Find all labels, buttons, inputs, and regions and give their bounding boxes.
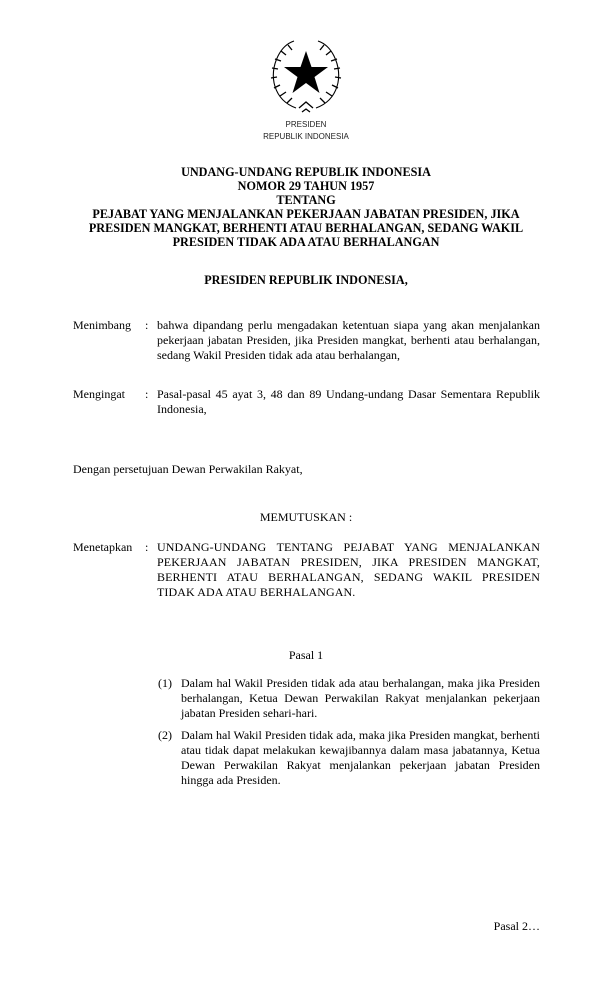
persetujuan-text: Dengan persetujuan Dewan Perwakilan Rakyat, <box>73 462 303 476</box>
menimbang-colon: : <box>145 318 149 332</box>
letterhead-line2: REPUBLIK INDONESIA <box>263 132 349 141</box>
presidential-seal-icon <box>266 38 346 114</box>
mengingat-text: Pasal-pasal 45 ayat 3, 48 dan 89 Undang-undang Dasar Sementara Republik Indonesia, <box>157 387 540 416</box>
pasal-1-item-text: Dalam hal Wakil Presiden tidak ada atau berhalangan, maka jika Presiden berhalangan, Ketua Dewan Perwakilan Rakyat menjalankan pekerjaan jabatan Presiden sehari-hari. <box>181 676 540 720</box>
menetapkan-colon: : <box>145 540 149 554</box>
pasal-1-heading: Pasal 1 <box>288 648 324 662</box>
title-line: UNDANG-UNDANG REPUBLIK INDONESIA <box>181 165 431 179</box>
title-line: PRESIDEN MANGKAT, BERHENTI ATAU BERHALANGAN, SEDANG WAKIL <box>88 221 524 235</box>
pasal-1-item-number: (1) <box>158 676 172 690</box>
title-line: TENTANG <box>276 193 336 207</box>
letterhead-line1: PRESIDEN <box>285 120 327 129</box>
menetapkan-text: UNDANG-UNDANG TENTANG PEJABAT YANG MENJALANKAN PEKERJAAN JABATAN PRESIDEN, JIKA PRESIDEN MANGKAT, BERHENTI ATAU BERHALANGAN, SEDANG WAKIL PRESIDEN TIDAK ADA ATAU BERHALANGAN. <box>157 540 540 599</box>
pasal-1-item-text: Dalam hal Wakil Presiden tidak ada, maka jika Presiden mangkat, berhenti atau tidak dapat melakukan kewajibannya dalam masa jabatannya, Ketua Dewan Perwakilan Rakyat menjalankan pekerjaan jabatan Presiden hingga ada Presiden. <box>181 728 540 787</box>
memutuskan-heading: MEMUTUSKAN : <box>259 510 353 524</box>
next-page-reference: Pasal 2… <box>493 919 540 933</box>
mengingat-colon: : <box>145 387 149 401</box>
title-line: NOMOR 29 TAHUN 1957 <box>237 179 375 193</box>
letterhead <box>0 119 612 143</box>
pasal-1-item-number: (2) <box>158 728 172 742</box>
preamble: PRESIDEN REPUBLIK INDONESIA, <box>204 273 408 287</box>
menimbang-text: bahwa dipandang perlu mengadakan ketentuan siapa yang akan menjalankan pekerjaan jabatan Presiden, jika Presiden mangkat, berhenti atau berhalangan, sedang Wakil Presiden tidak ada atau berhalangan, <box>157 318 540 362</box>
title-line: PRESIDEN TIDAK ADA ATAU BERHALANGAN <box>172 235 440 249</box>
menimbang-label: Menimbang <box>73 318 131 332</box>
mengingat-label: Mengingat <box>73 387 125 401</box>
document-title <box>0 165 612 249</box>
menetapkan-label: Menetapkan <box>73 540 133 554</box>
title-line: PEJABAT YANG MENJALANKAN PEKERJAAN JABATAN PRESIDEN, JIKA <box>92 207 520 221</box>
